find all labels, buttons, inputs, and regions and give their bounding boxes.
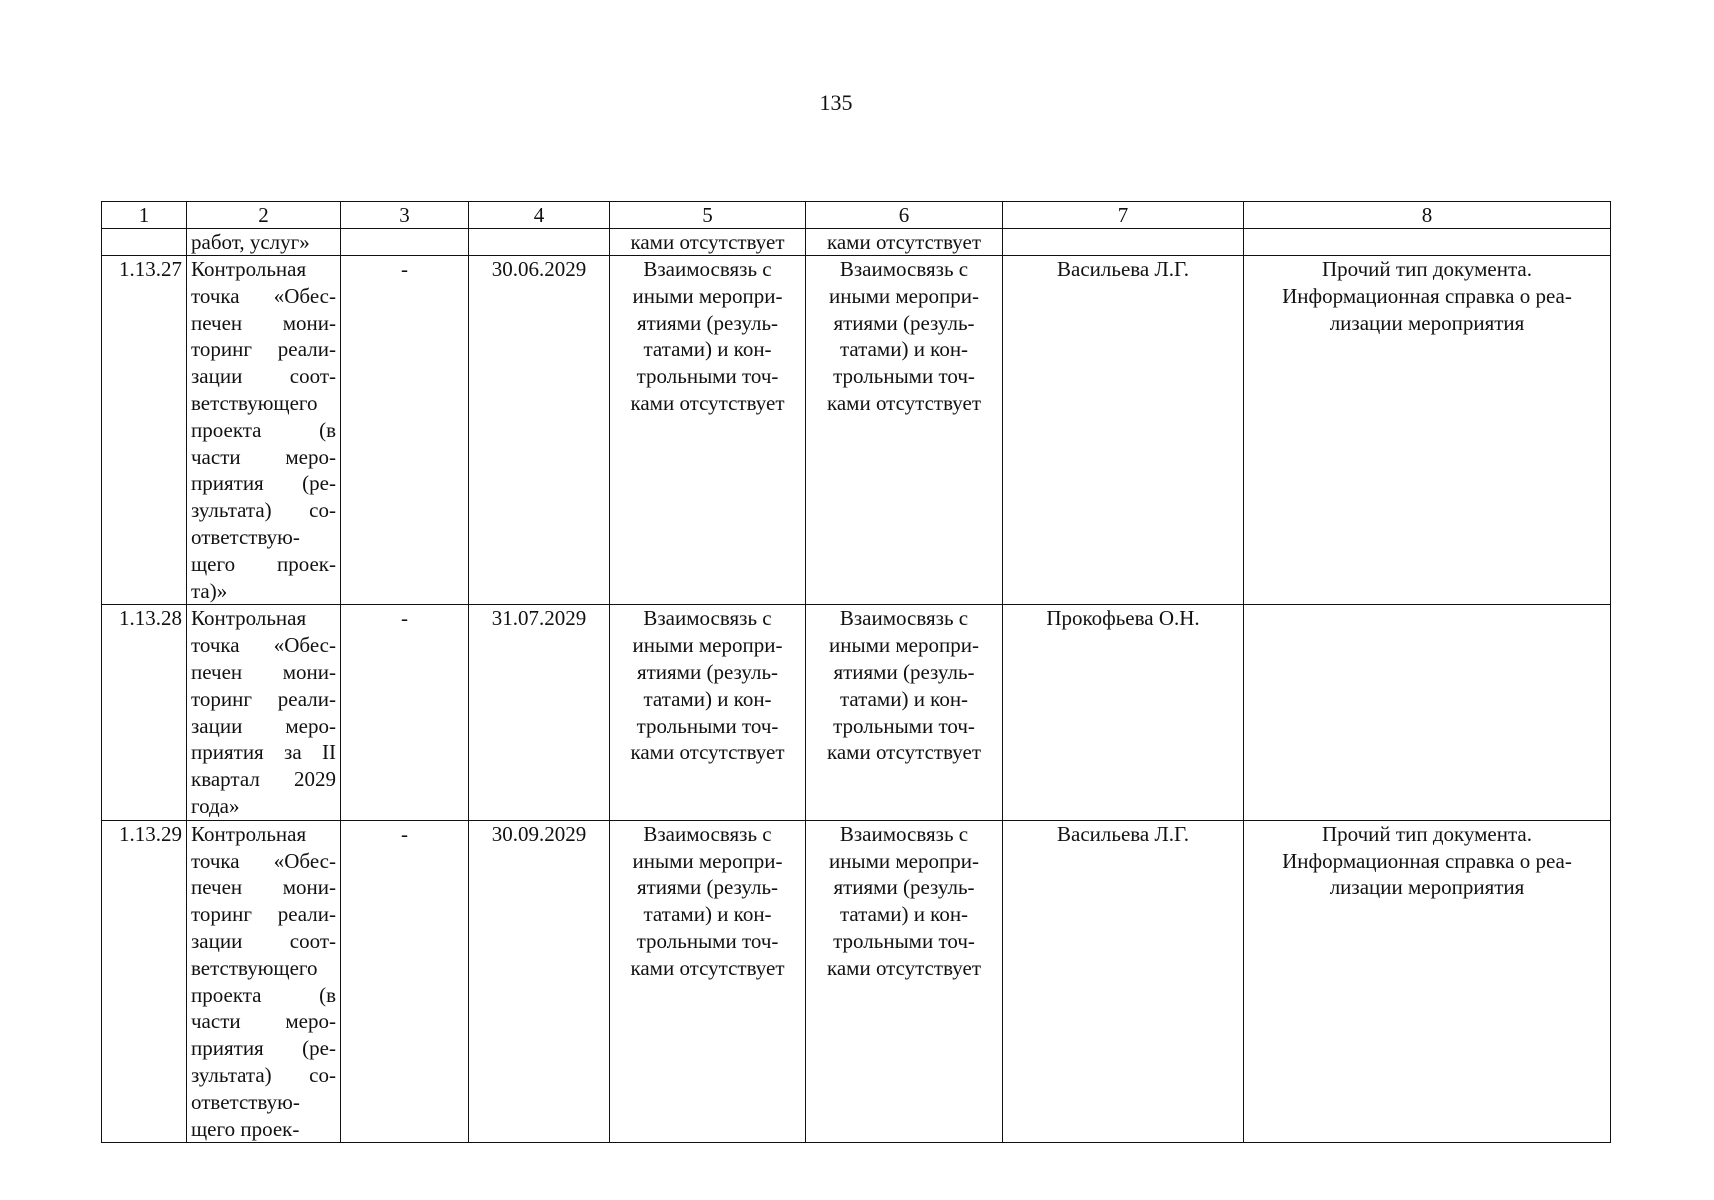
- continuation-cell-responsible: [1003, 229, 1244, 256]
- control-point-name-line: части меро-: [191, 444, 336, 469]
- control-point-name-line: точка «Обес-: [191, 283, 336, 308]
- relation-cell-6: [806, 820, 1003, 1143]
- control-point-name-line: ответствую-: [191, 524, 300, 549]
- header-cell-2: 2: [187, 202, 341, 229]
- control-point-name-line: зультата) со-: [191, 1062, 336, 1087]
- continuation-cell-document: [1244, 229, 1611, 256]
- relation-line: ками отсутствует: [826, 955, 982, 980]
- control-point-name-line: зации меро-: [191, 713, 336, 738]
- document-type: [1244, 256, 1611, 605]
- schedule-table: [101, 201, 1611, 1143]
- due-date: 30.06.2029: [469, 256, 610, 605]
- relation-line: иными меропри-: [632, 633, 783, 658]
- control-point-name-line: зации соот-: [191, 928, 336, 953]
- relation-line: иными меропри-: [829, 633, 979, 658]
- control-point-name-line: приятия (ре-: [191, 471, 336, 496]
- table-row: [102, 605, 1611, 820]
- relation-line: ятиями (резуль-: [636, 310, 779, 335]
- relation-line: татами) и кон-: [839, 902, 969, 927]
- page-number: 135: [819, 90, 853, 115]
- relation-line: Взаимосвязь с: [839, 257, 969, 281]
- control-point-name-line: проекта (в: [191, 982, 336, 1007]
- responsible-person: Прокофьева О.Н.: [1003, 605, 1244, 820]
- header-cell-1: 1: [102, 202, 187, 229]
- relation-line: Взаимосвязь с: [643, 821, 772, 846]
- relation-line: татами) и кон-: [643, 337, 772, 362]
- relation-line: Взаимосвязь с: [839, 821, 969, 846]
- relation-cell-6: [806, 605, 1003, 820]
- relation-line: ятиями (резуль-: [833, 659, 975, 684]
- continuation-cell-date: [469, 229, 610, 256]
- relation-line: ками отсутствует: [630, 390, 785, 415]
- header-cell-4: 4: [469, 202, 610, 229]
- control-point-name-line: щего проек-: [191, 1116, 300, 1141]
- control-point-name-line: ветствующего: [191, 390, 318, 415]
- control-point-name-line: зультата) со-: [191, 498, 336, 523]
- continuation-cell-num: [102, 229, 187, 256]
- header-cell-6: 6: [806, 202, 1003, 229]
- control-point-name-line: печен мони-: [191, 875, 336, 900]
- control-point-name-line: проекта (в: [191, 417, 336, 442]
- due-date: 30.09.2029: [469, 820, 610, 1143]
- control-point-name: [187, 605, 341, 820]
- control-point-name-line: Контрольная: [191, 821, 307, 846]
- relation-line: ятиями (резуль-: [636, 875, 779, 900]
- control-point-name-line: части меро-: [191, 1009, 336, 1034]
- relation-cell-6: [806, 256, 1003, 605]
- control-point-name-line: щего проек-: [191, 551, 336, 576]
- control-point-name-line: года»: [191, 793, 240, 818]
- control-point-name-line: печен мони-: [191, 659, 336, 684]
- document-type-line: Информационная справка о реа-: [1282, 848, 1572, 873]
- relation-line: трольными точ-: [636, 713, 779, 738]
- relation-line: трольными точ-: [636, 928, 779, 953]
- control-point-name-line: ответствую-: [191, 1089, 300, 1114]
- continuation-cell-relation-5: ками отсутствует: [610, 229, 806, 256]
- document-type: [1244, 605, 1611, 820]
- row-number: 1.13.28: [102, 605, 187, 820]
- table-row: [102, 820, 1611, 1143]
- row-number: 1.13.29: [102, 820, 187, 1143]
- control-point-name-line: приятия (ре-: [191, 1036, 336, 1061]
- continuation-cell-name: работ, услуг»: [187, 229, 341, 256]
- relation-line: Взаимосвязь с: [839, 606, 969, 631]
- control-point-name-line: печен мони-: [191, 310, 336, 335]
- column-3-value: -: [341, 256, 469, 605]
- column-3-value: -: [341, 605, 469, 820]
- document-type-line: Прочий тип документа.: [1322, 821, 1532, 846]
- control-point-name-line: торинг реали-: [191, 902, 336, 927]
- relation-line: трольными точ-: [636, 364, 779, 389]
- column-3-value: -: [341, 820, 469, 1143]
- relation-line: иными меропри-: [829, 283, 979, 308]
- document-type-line: лизации мероприятия: [1329, 310, 1525, 335]
- control-point-name: [187, 256, 341, 605]
- relation-line: Взаимосвязь с: [643, 606, 772, 631]
- document-type-line: Информационная справка о реа-: [1282, 283, 1572, 308]
- responsible-person: Васильева Л.Г.: [1003, 820, 1244, 1143]
- relation-line: иными меропри-: [632, 848, 783, 873]
- relation-line: татами) и кон-: [643, 902, 772, 927]
- document-type: [1244, 820, 1611, 1143]
- header-cell-3: 3: [341, 202, 469, 229]
- relation-line: ятиями (резуль-: [636, 659, 779, 684]
- relation-line: ками отсутствует: [630, 955, 785, 980]
- responsible-person: Васильева Л.Г.: [1003, 256, 1244, 605]
- relation-line: трольными точ-: [833, 928, 975, 953]
- continuation-cell-relation-6: ками отсутствует: [806, 229, 1003, 256]
- continuation-cell-3: [341, 229, 469, 256]
- relation-line: татами) и кон-: [839, 337, 969, 362]
- relation-line: иными меропри-: [829, 848, 979, 873]
- header-cell-8: 8: [1244, 202, 1611, 229]
- control-point-name-line: зации соот-: [191, 364, 336, 389]
- control-point-name-line: торинг реали-: [191, 686, 336, 711]
- relation-line: татами) и кон-: [643, 686, 772, 711]
- due-date: 31.07.2029: [469, 605, 610, 820]
- document-type-line: лизации мероприятия: [1329, 875, 1525, 900]
- control-point-name-line: Контрольная: [191, 257, 307, 281]
- relation-line: Взаимосвязь с: [643, 257, 772, 281]
- relation-line: ками отсутствует: [826, 390, 982, 415]
- row-number: 1.13.27: [102, 256, 187, 605]
- relation-line: иными меропри-: [632, 283, 783, 308]
- relation-line: ятиями (резуль-: [833, 310, 975, 335]
- document-type-line: Прочий тип документа.: [1322, 257, 1532, 281]
- table-row: [102, 256, 1611, 605]
- relation-line: ятиями (резуль-: [833, 875, 975, 900]
- control-point-name-line: приятия за II: [191, 740, 336, 765]
- control-point-name-line: ветствующего: [191, 955, 318, 980]
- control-point-name-line: торинг реали-: [191, 337, 336, 362]
- relation-line: ками отсутствует: [630, 740, 785, 765]
- relation-cell-5: [610, 820, 806, 1143]
- header-cell-7: 7: [1003, 202, 1244, 229]
- control-point-name-line: точка «Обес-: [191, 848, 336, 873]
- header-cell-5: 5: [610, 202, 806, 229]
- continuation-row: [102, 229, 1611, 256]
- relation-line: трольными точ-: [833, 713, 975, 738]
- relation-line: трольными точ-: [833, 364, 975, 389]
- control-point-name-line: квартал 2029: [191, 767, 336, 792]
- control-point-name-line: та)»: [191, 578, 228, 603]
- relation-cell-5: [610, 605, 806, 820]
- relation-line: ками отсутствует: [826, 740, 982, 765]
- relation-line: татами) и кон-: [839, 686, 969, 711]
- control-point-name-line: Контрольная: [191, 606, 307, 631]
- table-header-row: [102, 202, 1611, 229]
- control-point-name-line: точка «Обес-: [191, 633, 336, 658]
- relation-cell-5: [610, 256, 806, 605]
- control-point-name: [187, 820, 341, 1143]
